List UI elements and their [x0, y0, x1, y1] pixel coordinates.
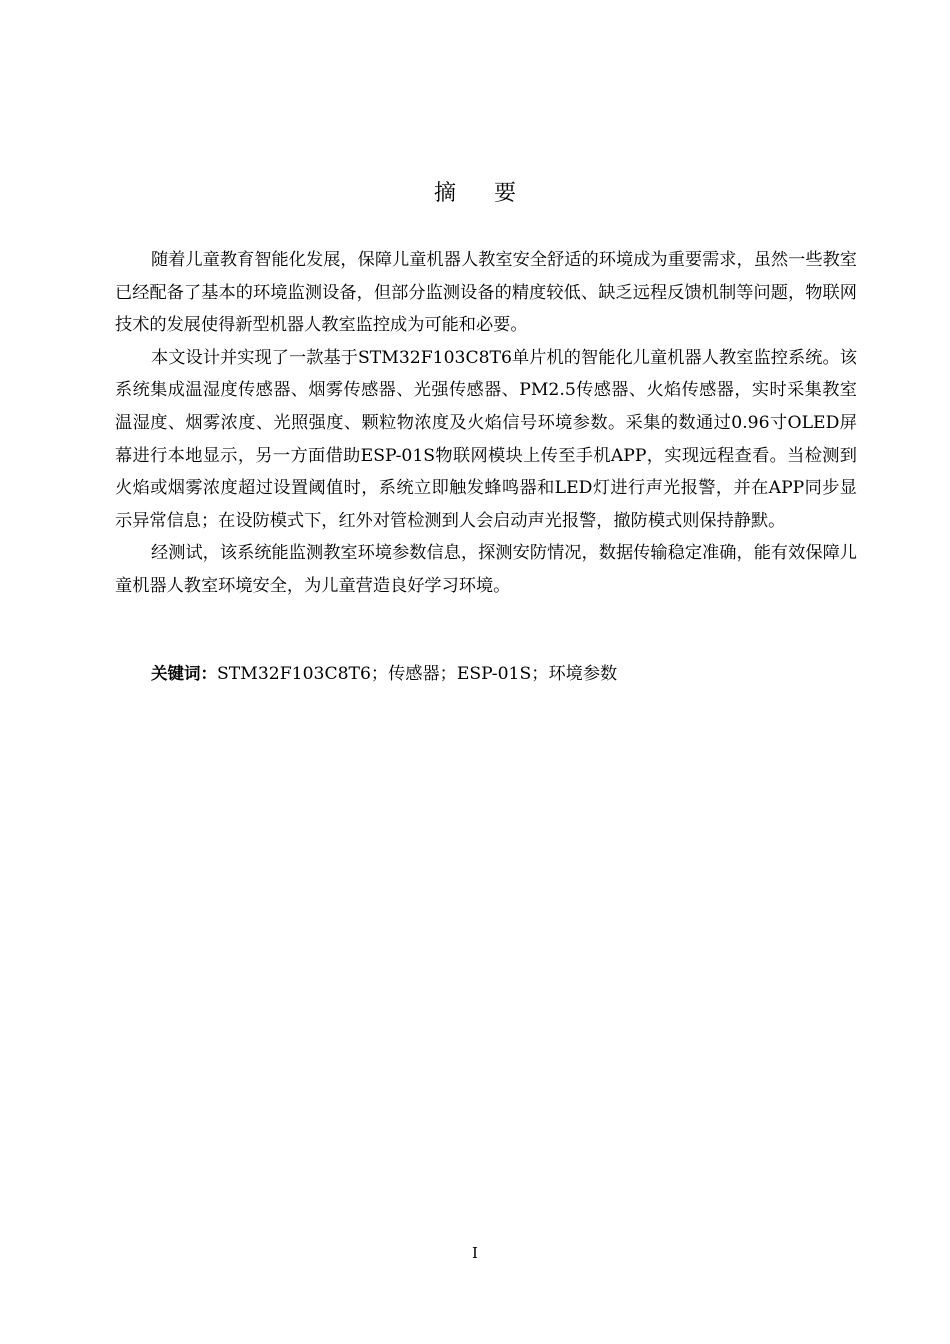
- abstract-body: [115, 244, 857, 603]
- abstract-paragraph-1: 随着儿童教育智能化发展，保障儿童机器人教室安全舒适的环境成为重要需求，虽然一些教室已经配备了基本的环境监测设备，但部分监测设备的精度较低、缺乏远程反馈机制等问题，物联网技术的发展使得新型机器人教室监控成为可能和必要。: [115, 250, 857, 336]
- abstract-paragraph-2: 本文设计并实现了一款基于STM32F103C8T6单片机的智能化儿童机器人教室监控系统。该系统集成温湿度传感器、烟雾传感器、光强传感器、PM2.5传感器、火焰传感器，实时采集教室温湿度、烟雾浓度、光照强度、颗粒物浓度及火焰信号环境参数。采集的数通过0.96寸OLED屏幕进行本地显示，另一方面借助ESP-01S物联网模块上传至手机APP，实现远程查看。当检测到火焰或烟雾浓度超过设置阈值时，系统立即触发蜂鸣器和LED灯进行声光报警，并在APP同步显示异常信息；在设防模式下，红外对管检测到人会启动声光报警，撤防模式则保持静默。: [115, 347, 857, 531]
- abstract-paragraph-3: 经测试，该系统能监测教室环境参数信息，探测安防情况，数据传输稳定准确，能有效保障儿童机器人教室环境安全，为儿童营造良好学习环境。: [115, 543, 857, 596]
- keywords-label: 关键词：: [151, 664, 217, 683]
- keywords-text: STM32F103C8T6；传感器；ESP-01S；环境参数: [217, 664, 618, 684]
- page-number: I: [472, 1244, 478, 1262]
- keywords-line: [151, 659, 851, 689]
- abstract-title: 摘要: [433, 181, 554, 206]
